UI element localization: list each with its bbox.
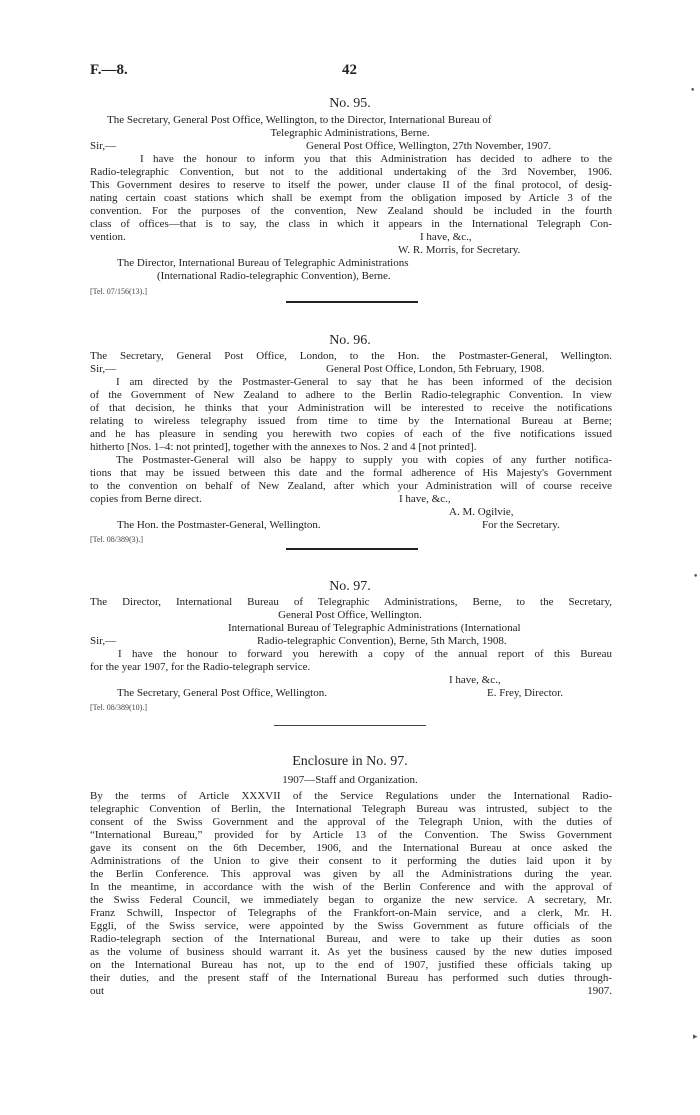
margin-mark: •: [690, 86, 696, 96]
s97-body-line: for the year 1907, for the Radio-telegraph service.: [90, 661, 311, 673]
section-title-97: No. 97.: [329, 579, 371, 594]
enclosure-title: Enclosure in No. 97.: [292, 754, 408, 769]
s97-addressee: The Secretary, General Post Office, Wellington.: [117, 687, 327, 699]
s96-salutation: Sir,—: [90, 363, 117, 375]
enclosure-body-line: In the meantime, in accordance with the wish of the Berlin Conference and with the approval of: [90, 881, 612, 893]
s96-body-line: hitherto [Nos. 1–4: not printed], together with the annexes to Nos. 2 and 4 [not printed].: [90, 441, 477, 453]
section-divider: [286, 301, 418, 303]
section-divider: [274, 725, 426, 726]
s95-heading-2: Telegraphic Administrations, Berne.: [270, 127, 430, 139]
s95-heading-1: The Secretary, General Post Office, Wellington, to the Director, International Bureau of: [107, 114, 492, 126]
s96-body-line: relating to wireless telegraphy issued from time to time by the International Bureau at Berne;: [90, 415, 612, 427]
enclosure-body-line: gave its consent on the 6th December, 1906, and the International Bureau at once asked the: [90, 842, 612, 854]
page-number: 42: [342, 62, 357, 78]
s96-body-line: I am directed by the Postmaster-General to say that he has been informed of the decision: [116, 376, 612, 388]
s96-heading: The Secretary, General Post Office, London, to the Hon. the Postmaster-General, Wellington.: [90, 350, 612, 362]
section-title-95: No. 95.: [329, 96, 371, 111]
s97-closing: I have, &c.,: [449, 674, 501, 686]
enclosure-body-line: their duties, and the present staff of the International Bureau has performed such duties through-: [90, 972, 612, 984]
s95-addressee-1: The Director, International Bureau of Telegraphic Administrations: [117, 257, 409, 269]
page-header-code: F.—8.: [90, 62, 128, 78]
enclosure-body-line: “International Bureau,” provided for by Article 13 of the Convention. The Swiss Government: [90, 829, 612, 841]
enclosure-body-line: on the International Bureau has not, up to the end of 1907, justified these officials taking up: [90, 959, 612, 971]
margin-mark: ▸: [693, 1032, 698, 1042]
s96-dateline: General Post Office, London, 5th February, 1908.: [326, 363, 545, 375]
s95-body-line: nating certain coast stations which shall be exempt from the obligation imposed by Article 3 of the: [90, 192, 612, 204]
s96-signature-title: For the Secretary.: [482, 519, 560, 531]
s96-body-line: tions that may be issued between this date and the formal adherence of His Majesty's Government: [90, 467, 612, 479]
s97-dateline-1: International Bureau of Telegraphic Administrations (International: [228, 622, 521, 634]
section-title-96: No. 96.: [329, 333, 371, 348]
s97-salutation: Sir,—: [90, 635, 117, 647]
enclosure-body-line: out 1907.: [90, 985, 612, 997]
s96-signature-name: A. M. Ogilvie,: [449, 506, 514, 518]
s97-reference: [Tel. 08/389(10).]: [90, 703, 147, 712]
s96-closing: I have, &c.,: [399, 493, 451, 505]
s95-body-line: Radio-telegraphic Convention, but not to the additional undertaking of the 3rd November, 1906.: [90, 166, 612, 178]
s95-body-line: vention.: [90, 231, 126, 243]
s95-salutation: Sir,—: [90, 140, 117, 152]
enclosure-body-line: By the terms of Article XXXVII of the Service Regulations under the International Radio-: [90, 790, 612, 802]
s97-signature: E. Frey, Director.: [487, 687, 563, 699]
s95-signature: W. R. Morris, for Secretary.: [398, 244, 521, 256]
s95-body-line: class of offices—that is to say, the class in which it appears in the International Telegraph Con-: [90, 218, 612, 230]
s97-dateline-2: Radio-telegraphic Convention), Berne, 5th March, 1908.: [257, 635, 507, 647]
s95-body-line: I have the honour to inform you that this Administration has decided to adhere to the: [140, 153, 612, 165]
s95-reference: [Tel. 07/156(13).]: [90, 287, 147, 296]
enclosure-body-line: the Berlin Conference. This approval was given by all the Administrations during the year.: [90, 868, 612, 880]
s95-body-line: This Government desires to reserve to itself the power, under clause II of the final protocol, of desig-: [90, 179, 612, 191]
s97-heading-2: General Post Office, Wellington.: [278, 609, 422, 621]
s95-body-line: convention. For the purposes of the convention, New Zealand should be included in the fourth: [90, 205, 612, 217]
enclosure-body-line: consent of the Swiss Government and the approval of the Telegraph Union, with the duties of: [90, 816, 612, 828]
s96-body-line: of the Government of New Zealand to adhere to the Berlin Radio-telegraphic Convention. In view: [90, 389, 612, 401]
s96-addressee: The Hon. the Postmaster-General, Wellington.: [117, 519, 321, 531]
s96-body-line: and he has pleasure in sending you herewith two copies of each of the five notifications issued: [90, 428, 612, 440]
enclosure-body-line: Eggli, of the Swiss service, were appointed by the Swiss Government as future officials of the: [90, 920, 612, 932]
enclosure-body-line: as the volume of business should warrant it. As yet the business caused by the new duties imposed: [90, 946, 612, 958]
margin-mark: •: [693, 572, 699, 582]
s95-dateline: General Post Office, Wellington, 27th November, 1907.: [306, 140, 552, 152]
enclosure-body-line: Administrations of the Union to give their consent to it performing the duties laid upon it by: [90, 855, 612, 867]
s97-body-line: I have the honour to forward you herewith a copy of the annual report of this Bureau: [118, 648, 612, 660]
s96-body-line: of that decision, he thinks that your Administration will be interested to receive the notifications: [90, 402, 612, 414]
s95-addressee-2: (International Radio-telegraphic Convention), Berne.: [157, 270, 391, 282]
s97-heading-1: The Director, International Bureau of Telegraphic Administrations, Berne, to the Secretary,: [90, 596, 612, 608]
s95-closing: I have, &c.,: [420, 231, 472, 243]
s96-body-line: to the convention on behalf of New Zealand, after which your Administration will of course receive: [90, 480, 612, 492]
s96-body-line: The Postmaster-General will also be happy to supply you with copies of any further notifica-: [116, 454, 612, 466]
enclosure-body-line: Radio-telegraph section of the International Bureau, and were to take up their duties as soon: [90, 933, 612, 945]
enclosure-body-line: telegraphic Convention of Berlin, the International Telegraph Bureau was intrusted, subject to the: [90, 803, 612, 815]
enclosure-subtitle: 1907—Staff and Organization.: [282, 774, 418, 786]
enclosure-body-line: the Swiss Federal Council, we immediately began to organize the new service. A secretary, Mr.: [90, 894, 612, 906]
s96-reference: [Tel. 08/389(3).]: [90, 535, 143, 544]
enclosure-body-line: Franz Schwill, Inspector of Telegraphs of the Frankfort-on-Main service, and a clerk, Mr. H.: [90, 907, 612, 919]
section-divider: [286, 548, 418, 550]
s96-body-line: copies from Berne direct.: [90, 493, 202, 505]
